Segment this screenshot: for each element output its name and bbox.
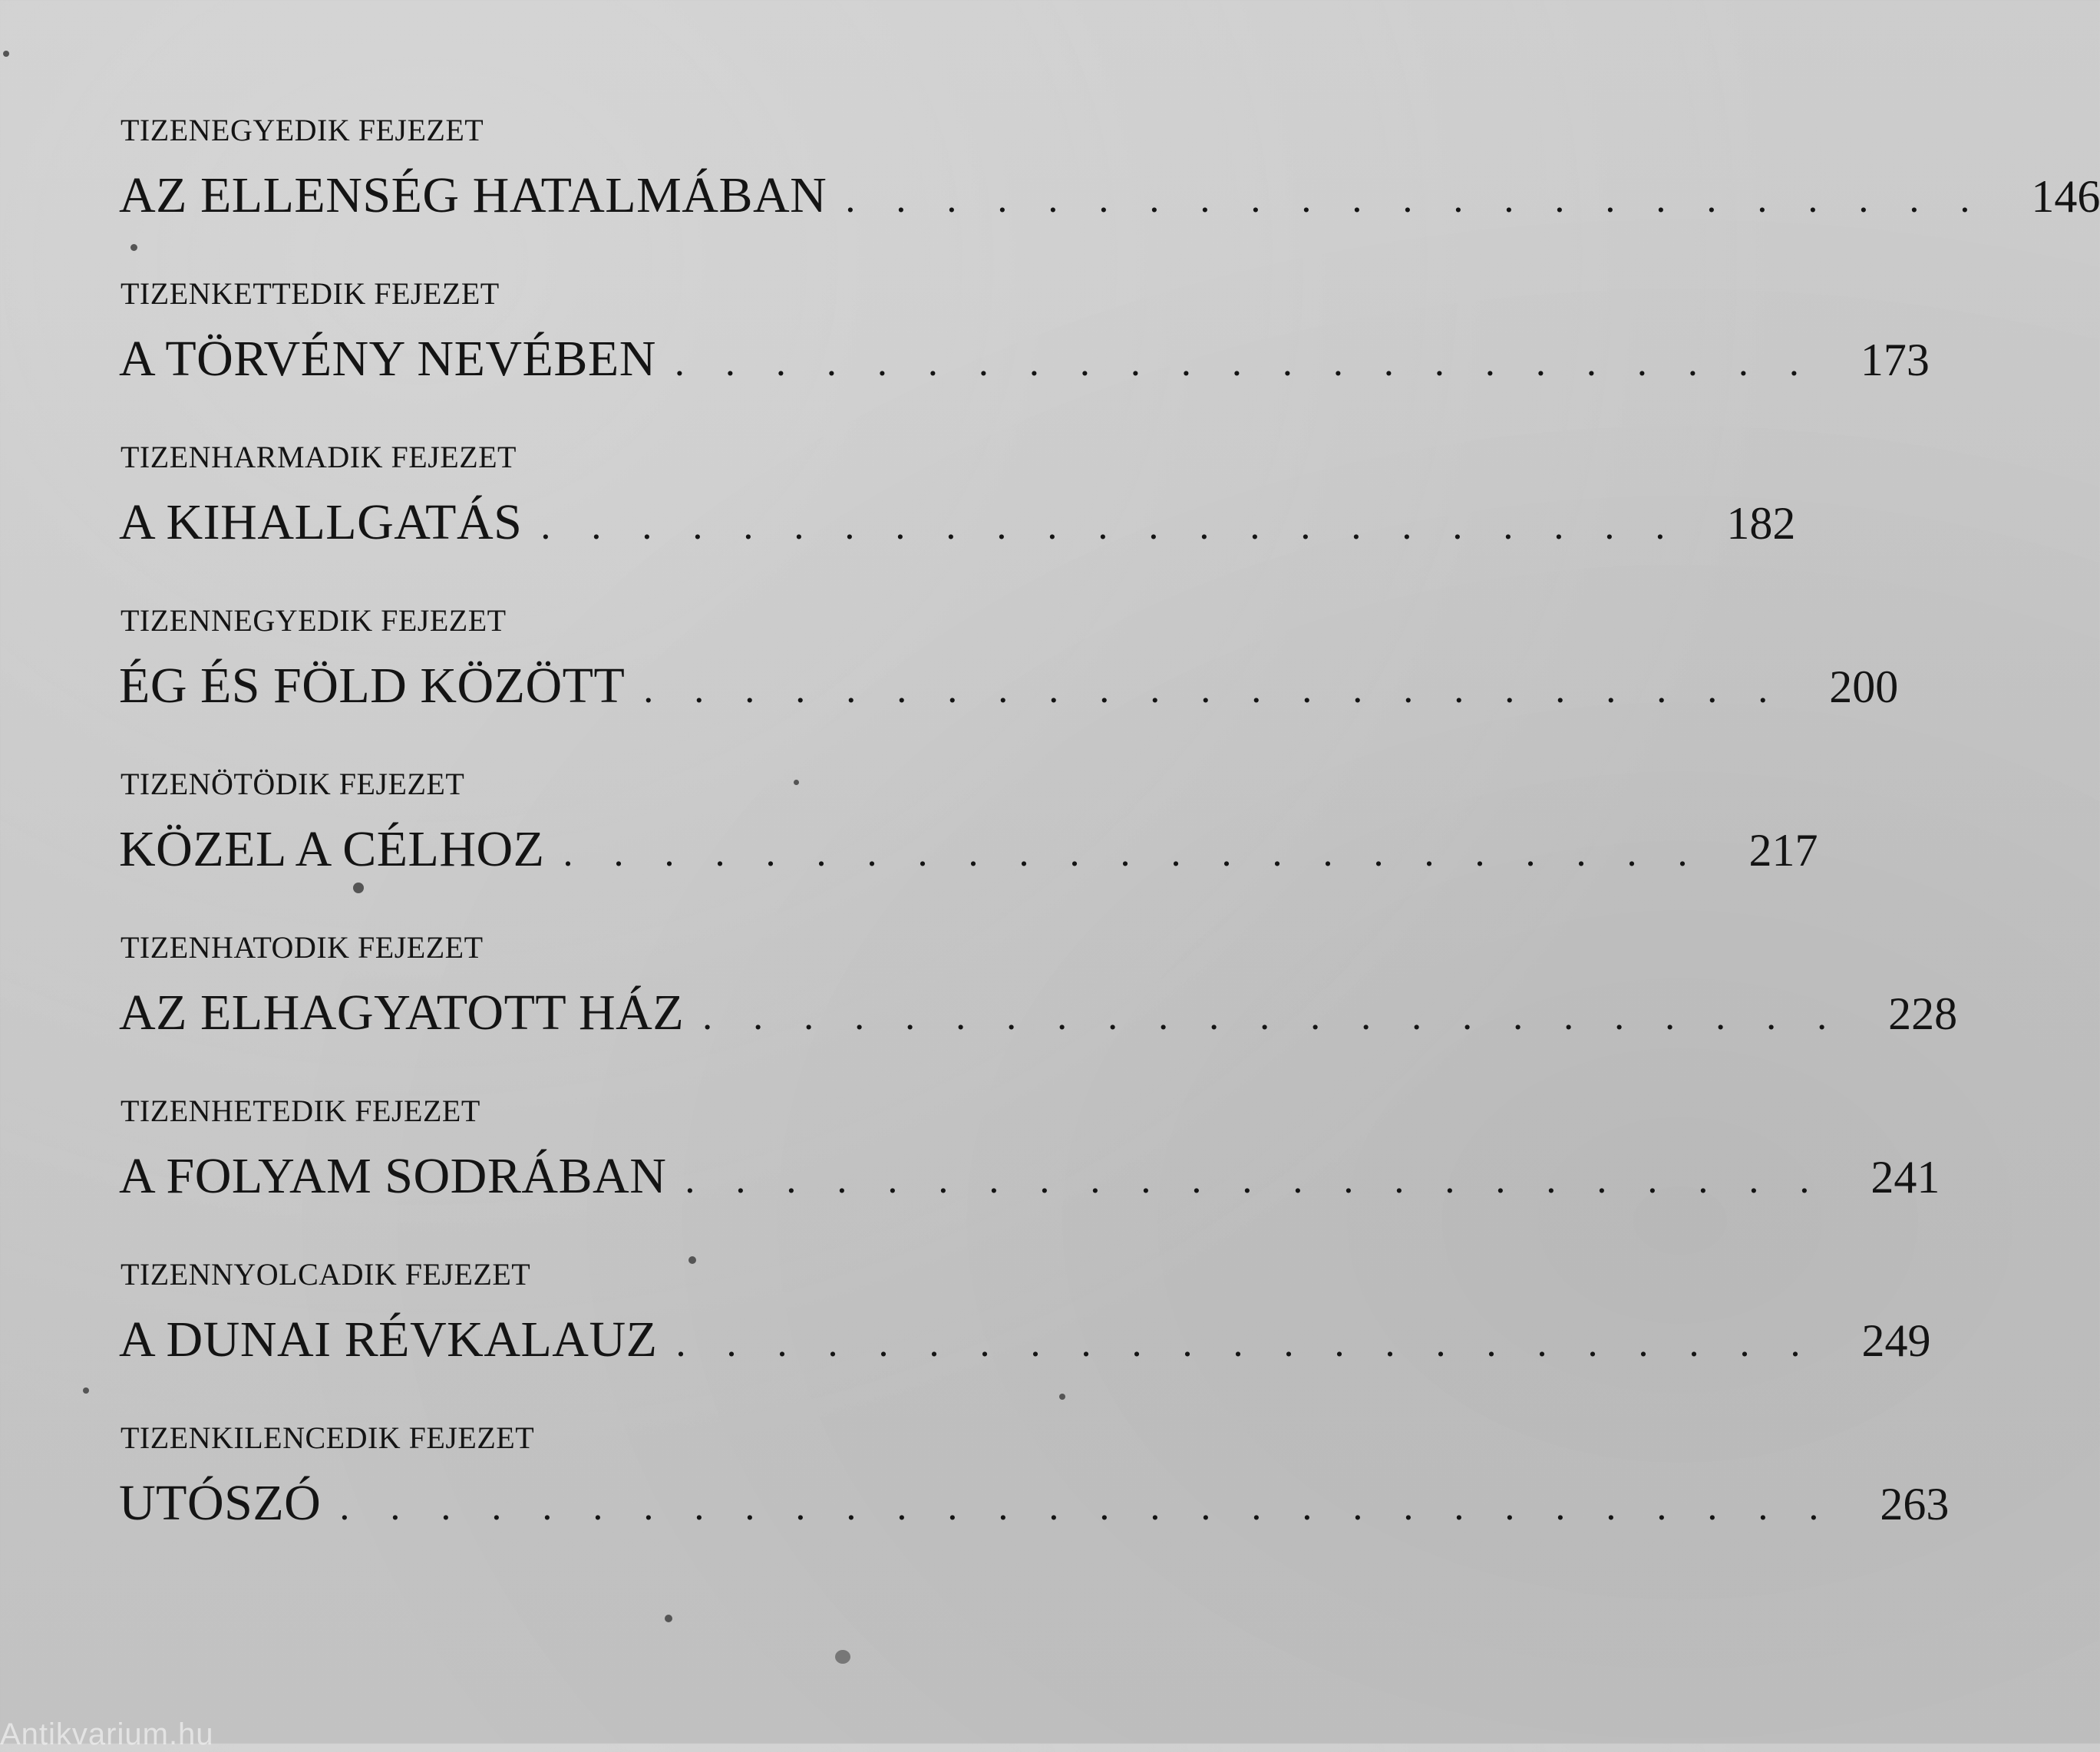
chapter-label: TIZENKILENCEDIK FEJEZET	[121, 1420, 535, 1455]
watermark: Antikvarium.hu	[0, 1717, 214, 1751]
chapter-label: TIZENHETEDIK FEJEZET	[121, 1094, 480, 1128]
page-number: 146	[2031, 171, 2100, 222]
toc-entry	[119, 767, 1818, 932]
chapter-label: TIZENNEGYEDIK FEJEZET	[121, 603, 507, 638]
chapter-label: TIZENNYOLCADIK FEJEZET	[121, 1257, 531, 1292]
chapter-title-row	[119, 167, 2100, 224]
chapter-title-row	[119, 331, 1930, 388]
chapter-label: TIZENHARMADIK FEJEZET	[121, 440, 517, 474]
page-number: 241	[1871, 1152, 1940, 1203]
dot-leader: . . . . . . . . . . . . . . . . . . . . . . .	[675, 1321, 1816, 1365]
chapter-label: TIZENÖTÖDIK FEJEZET	[121, 767, 465, 801]
toc-entry	[119, 1257, 1931, 1423]
chapter-label: TIZENKETTEDIK FEJEZET	[121, 276, 500, 311]
chapter-title-row	[119, 658, 1899, 714]
chapter-title: AZ ELLENSÉG HATALMÁBAN	[119, 167, 827, 223]
chapter-title-row	[119, 1312, 1931, 1368]
chapter-title-row	[119, 985, 1958, 1041]
paper-speck	[665, 1615, 672, 1622]
toc-entry	[119, 603, 1899, 769]
chapter-title: A DUNAI RÉVKALAUZ	[119, 1312, 658, 1368]
chapter-title: A FOLYAM SODRÁBAN	[119, 1148, 667, 1204]
toc-entry	[119, 930, 1958, 1096]
page-number: 249	[1861, 1315, 1931, 1366]
table-of-contents	[119, 113, 2100, 1586]
paper-speck	[3, 51, 9, 57]
dot-leader: . . . . . . . . . . . . . . . . . . . . . . .	[702, 995, 1843, 1038]
chapter-title-row	[119, 1475, 1950, 1532]
chapter-title-row	[119, 1148, 1940, 1205]
dot-leader: . . . . . . . . . . . . . . . . . . . . . . .	[845, 177, 1986, 221]
paper-speck	[353, 883, 364, 893]
page-number: 263	[1880, 1479, 1950, 1529]
dot-leader: . . . . . . . . . . . . . . . . . . . . . . . . . . . . . .	[339, 1485, 1834, 1529]
paper-speck	[835, 1650, 850, 1664]
dot-leader: . . . . . . . . . . . . . . . . . . . . . . .	[685, 1158, 1825, 1202]
chapter-label: TIZENHATODIK FEJEZET	[121, 930, 484, 965]
paper-speck	[83, 1387, 89, 1394]
toc-entry	[119, 440, 1796, 605]
dot-leader: . . . . . . . . . . . . . . . . . . . . . . .	[540, 504, 1681, 548]
chapter-title: AZ ELHAGYATOTT HÁZ	[119, 985, 685, 1041]
chapter-title-row	[119, 494, 1796, 551]
chapter-title: A TÖRVÉNY NEVÉBEN	[119, 331, 656, 387]
toc-entry	[119, 1094, 1940, 1259]
page-number: 217	[1748, 825, 1818, 876]
chapter-title: KÖZEL A CÉLHOZ	[119, 821, 545, 877]
chapter-title: ÉG ÉS FÖLD KÖZÖTT	[119, 658, 626, 714]
dot-leader: . . . . . . . . . . . . . . . . . . . . . . .	[643, 668, 1784, 711]
paper-speck	[688, 1256, 696, 1264]
chapter-label: TIZENEGYEDIK FEJEZET	[121, 113, 484, 147]
toc-entry	[119, 113, 2100, 279]
dot-leader: . . . . . . . . . . . . . . . . . . . . . . .	[674, 341, 1814, 384]
chapter-title: UTÓSZÓ	[119, 1475, 322, 1531]
page-number: 200	[1829, 662, 1899, 712]
page-number: 228	[1888, 988, 1958, 1039]
dot-leader: . . . . . . . . . . . . . . . . . . . . . . .	[563, 831, 1703, 875]
chapter-title: A KIHALLGATÁS	[119, 494, 523, 550]
toc-entry	[119, 276, 1930, 442]
paper-speck	[794, 780, 799, 785]
paper-speck	[130, 244, 137, 251]
page-number: 173	[1860, 335, 1930, 385]
chapter-title-row	[119, 821, 1818, 878]
page-number: 182	[1726, 498, 1796, 549]
toc-entry	[119, 1420, 1950, 1586]
paper-speck	[1059, 1394, 1065, 1400]
